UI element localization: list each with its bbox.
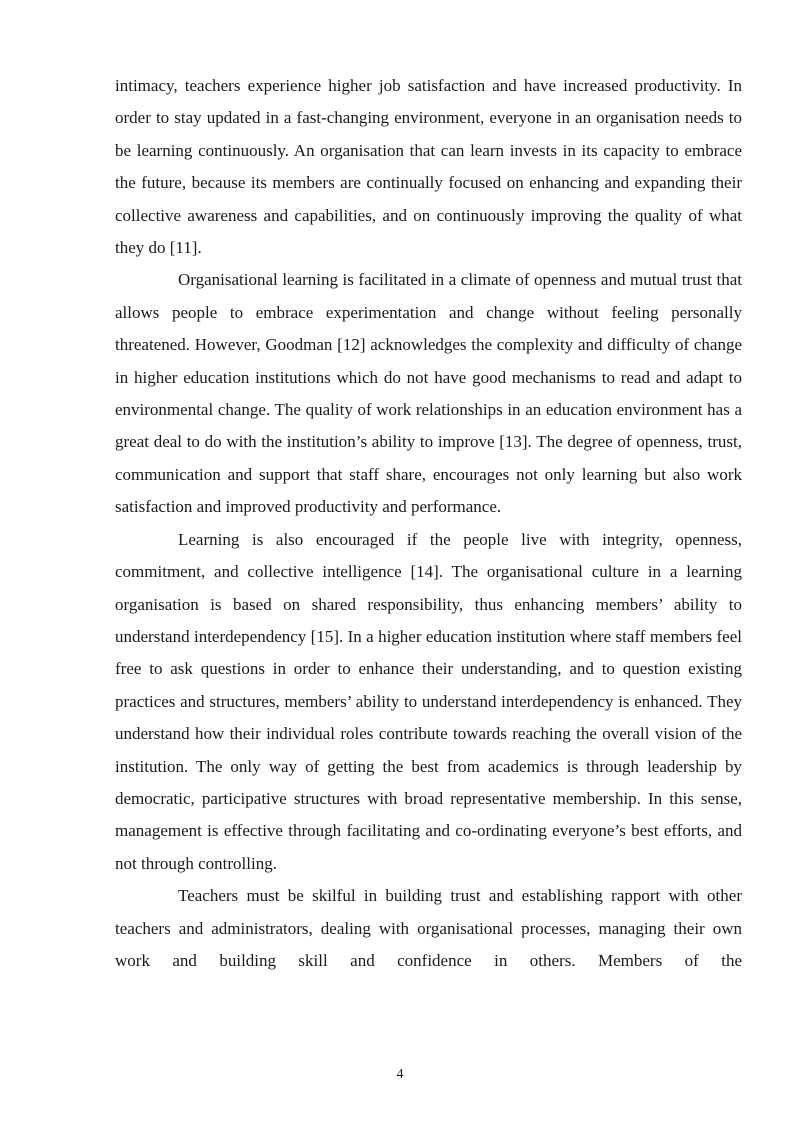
page-number: 4 <box>396 1067 404 1082</box>
paragraph-learning-encouraged: Learning is also encouraged if the people live with integrity, openness, commitment, and collective intelligence [14]. The organisational culture in a learning organisation is based on shared responsibility, thus enhancing members’ ability to understand interdependency [15]. In a higher education institution where staff members feel free to ask questions in order to enhance their understanding, and to question existing practices and structures, members’ ability to understand interdependency is enhanced. They understand how their individual roles contribute towards reaching the overall vision of the institution. The only way of getting the best from academics is through leadership by democratic, participative structures with broad representative membership. In this sense, management is effective through facilitating and co-ordinating everyone’s best efforts, and not through controlling. <box>115 529 742 873</box>
page-body <box>115 70 742 977</box>
paragraph-continued-intimacy: intimacy, teachers experience higher job satisfaction and have increased productivity. In order to stay updated in a fast-changing environment, everyone in an organisation needs to be learning continuously. An organisation that can learn invests in its capacity to embrace the future, because its members are continually focused on enhancing and expanding their collective awareness and capabilities, and on continuously improving the quality of what they do [11]. <box>115 76 742 258</box>
paragraph-teachers-skilful: Teachers must be skilful in building trust and establishing rapport with other teachers and administrators, dealing with organisational processes, managing their own work and building skill and confidence in others. Members of the <box>115 886 742 970</box>
paragraph-organisational-learning: Organisational learning is facilitated in a climate of openness and mutual trust that allows people to embrace experimentation and change without feeling personally threatened. However, Goodman [12] acknowledges the complexity and difficulty of change in higher education institutions which do not have good mechanisms to read and adapt to environmental change. The quality of work relationships in an education environment has a great deal to do with the institution’s ability to improve [13]. The degree of openness, trust, communication and support that staff share, encourages not only learning but also work satisfaction and improved productivity and performance. <box>115 270 742 517</box>
